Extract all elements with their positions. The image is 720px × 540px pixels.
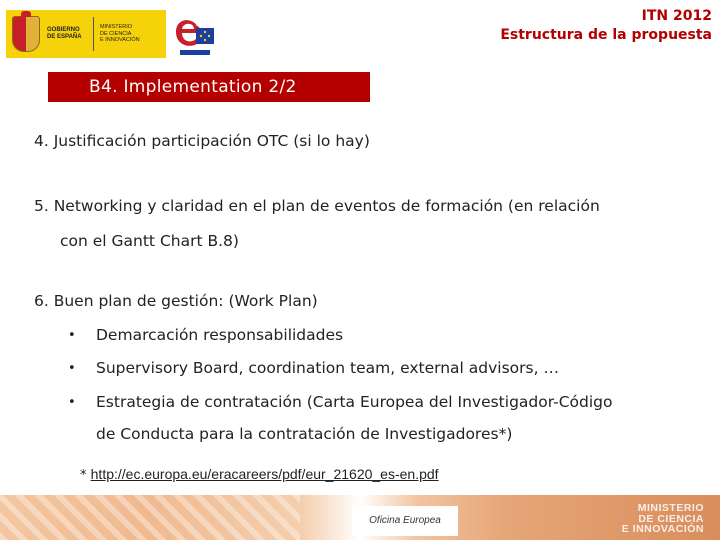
- ministerio-text: [100, 24, 150, 44]
- bullet-item-2: Supervisory Board, coordination team, external advisors, …: [96, 359, 559, 377]
- bullet-icon: •: [68, 361, 76, 376]
- footnote-link[interactable]: http://ec.europa.eu/eracareers/pdf/eur_21620_es-en.pdf: [90, 466, 439, 482]
- footer-ministerio-line1: MINISTERIO: [637, 502, 704, 514]
- slide-title: B4. Implementation 2/2: [48, 72, 370, 102]
- ministerio-line2: DE CIENCIA: [100, 30, 132, 37]
- footnote-marker: *: [80, 468, 91, 483]
- gobierno-line2: DE ESPAÑA: [47, 34, 82, 40]
- footer-ministerio: [622, 503, 704, 535]
- gobierno-text: [47, 27, 87, 41]
- bullet-item-3: Estrategia de contratación (Carta Europea del Investigador-Código: [96, 393, 613, 411]
- footer-ministerio-line3: E INNOVACIÓN: [621, 523, 704, 535]
- item-5-line2: con el Gantt Chart B.8): [60, 232, 239, 250]
- item-5-line1: 5. Networking y claridad en el plan de eventos de formación (en relación: [34, 197, 600, 215]
- coat-of-arms-icon: [12, 16, 40, 52]
- bullet-icon: •: [68, 328, 76, 343]
- footer-center-label: Oficina Europea: [352, 506, 458, 536]
- item-4: 4. Justificación participación OTC (si lo hay): [34, 132, 370, 150]
- bullet-item-1: Demarcación responsabilidades: [96, 326, 344, 344]
- item-6: 6. Buen plan de gestión: (Work Plan): [34, 292, 318, 310]
- bullet-item-3-line2: de Conducta para la contratación de Investigadores*): [96, 425, 513, 443]
- footer-pattern: [0, 495, 300, 540]
- footer-banner: [0, 495, 720, 540]
- gobierno-logo: [6, 10, 166, 58]
- footer-ministerio-line2: DE CIENCIA: [638, 512, 704, 525]
- oficina-europea-logo-icon: [170, 12, 216, 56]
- footnote: [80, 466, 439, 483]
- bullet-icon: •: [68, 395, 76, 410]
- ministerio-line1: MINISTERIO: [100, 24, 133, 31]
- ministerio-line3: E INNOVACIÓN: [100, 37, 140, 44]
- gobierno-line1: GOBIERNO: [47, 27, 80, 33]
- header-title-line2: Estructura de la propuesta: [500, 27, 712, 43]
- header-title-line1: ITN 2012: [641, 8, 712, 24]
- header-title: [500, 7, 712, 45]
- logo-divider: [93, 17, 94, 51]
